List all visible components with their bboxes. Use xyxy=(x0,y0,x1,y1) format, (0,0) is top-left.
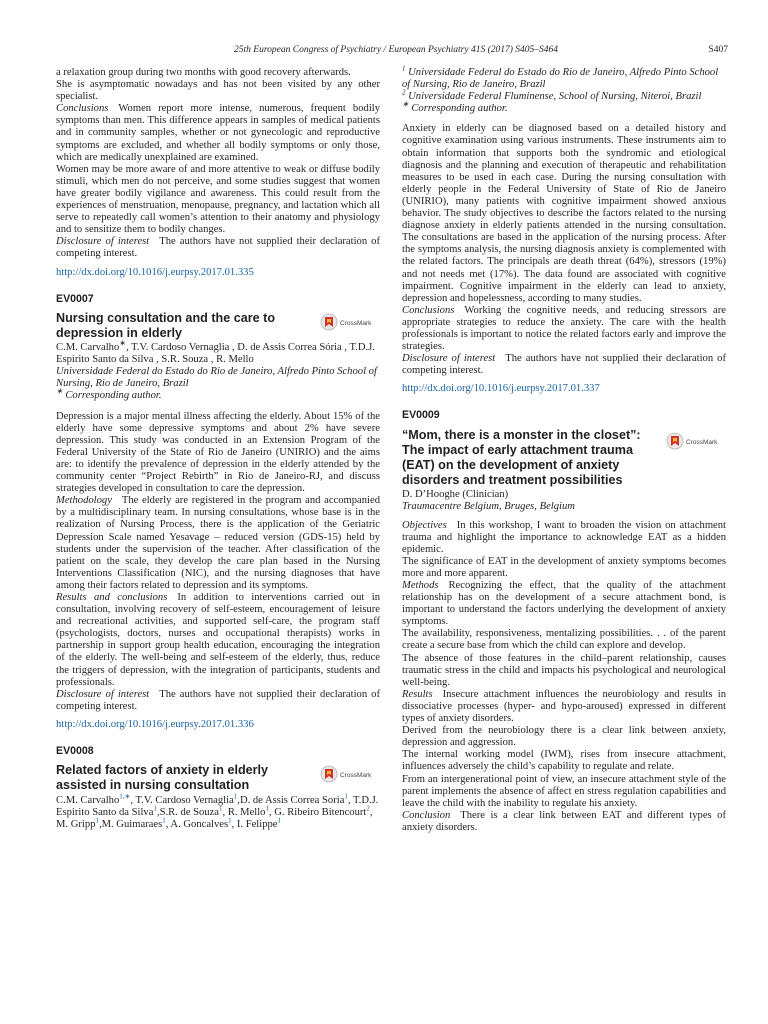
author-name: C.M. Carvalho xyxy=(56,794,120,806)
section-label: Conclusions xyxy=(402,304,455,316)
affiliation xyxy=(402,88,726,103)
author-affiliation-mark: 1 xyxy=(219,804,223,813)
paragraph xyxy=(402,353,726,377)
page-number: S407 xyxy=(708,45,728,55)
crossmark-label: CrossMark xyxy=(686,438,718,446)
author-affiliation-mark: 1,∗ xyxy=(119,791,131,800)
asterisk: ∗ xyxy=(402,99,409,109)
paragraph xyxy=(402,810,726,834)
section-label: Disclosure of interest xyxy=(56,236,150,248)
affiliation: Universidade Federal do Estado do Rio de Janeiro, Alfredo Pinto School of Nursing, Rio de Janeiro, Brazil xyxy=(56,366,377,390)
section-label: Results xyxy=(402,688,433,700)
author-separator: , xyxy=(237,794,240,806)
paragraph xyxy=(402,580,726,628)
abstract-code: EV0007 xyxy=(56,292,94,305)
author-name: D. de Assis Correa Soria xyxy=(239,794,345,806)
paragraph: The availability, responsiveness, mentalizing possibilities. . . of the parent create a secure base from which the child can explore and develop. xyxy=(402,628,726,652)
author-separator: , xyxy=(369,806,373,818)
author-name: S.R. de Souza xyxy=(159,806,220,818)
abstract-code: EV0008 xyxy=(56,745,94,757)
author-name: I. Felippe xyxy=(236,818,278,830)
author-affiliation-mark: 1 xyxy=(277,816,281,825)
section-label: Methods xyxy=(402,580,439,591)
crossmark-label: CrossMark xyxy=(340,772,372,780)
author-list xyxy=(56,791,380,831)
paragraph xyxy=(56,689,380,713)
affiliation-number: 1 xyxy=(402,64,406,73)
left-column xyxy=(56,67,380,831)
author-name: M. Gripp xyxy=(56,818,96,830)
abstract-title-block xyxy=(56,763,380,793)
corresponding-mark: ∗ xyxy=(119,338,126,348)
crossmark-icon[interactable] xyxy=(666,432,726,450)
section-text: The authors have not supplied their declaration of competing interest. xyxy=(56,236,380,260)
affiliation-text: Universidade Federal Fluminense, School of Nursing, Niteroi, Brazil xyxy=(408,91,702,103)
section-text: The authors have not supplied their declaration of competing interest. xyxy=(56,688,380,712)
section-label: Conclusions xyxy=(56,103,109,115)
paragraph: Anxiety in elderly can be diagnosed based on a detailed history and cognitive examination using various instruments. These instruments aim to obtain information that supports both the syndromic and etiological diagnosis and the planning and execution of therapeutic and rehabilitation measures to be used in each case. During the nursing consultation with elderly people in the Federal University of State of Rio de Janeiro (UNIRIO), many patients with cognitive impairment showed anxious behavior. The study objectives to describe the factors related to the nursing diagnose anxiety in elderly patients attended in the nursing consultation. The consultations are based in the application of the nursing process. After the symptoms analysis, the nursing diagnosis anxiety is complemented with the related factors. The principals are death threat (64%), stressors (19%) and not needs met (17%). The data found are associated with cognitive impairment. Cognitive impairment in the elderly can lead to anxiety, depression and hopelessness, according to many studies. xyxy=(402,123,726,304)
section-label: Conclusion xyxy=(402,809,451,821)
author-name: C.M. Carvalho xyxy=(56,342,120,354)
paragraph: Depression is a major mental illness affecting the elderly. About 15% of the elderly have some depressive symptoms and about 2% have severe depression. This study was conducted in an Extension Program of the Federal University of the State of Rio de Janeiro (UNIRIO) and the aims are: to identify the prevalence of depression in the elderly attended by the community center “Project Rebirth” in Rio de Janeiro-RJ, and discuss strategies developed in consultation to care the depression. xyxy=(56,410,380,495)
author-separator: , xyxy=(268,806,275,818)
running-header xyxy=(56,44,728,58)
doi-link[interactable]: http://dx.doi.org/10.1016/j.eurpsy.2017.01.337 xyxy=(402,383,600,395)
section-label: Methodology xyxy=(56,495,112,507)
abstract-code: EV0009 xyxy=(402,409,440,422)
paragraph xyxy=(56,495,380,592)
crossmark-icon[interactable] xyxy=(320,313,380,331)
abstract-title-block xyxy=(56,311,380,341)
author-separator: , xyxy=(156,806,160,818)
author-affiliation-mark: 1 xyxy=(265,804,269,813)
abstract-title-block xyxy=(402,428,726,489)
paragraph xyxy=(56,592,380,689)
journal-header: 25th European Congress of Psychiatry / European Psychiatry 41S (2017) S405–S464 xyxy=(234,45,559,55)
section-label: Objectives xyxy=(402,519,447,531)
author-name: M. Guimaraes xyxy=(101,818,163,830)
paragraph xyxy=(402,689,726,725)
affiliation: Traumacentre Belgium, Bruges, Belgium xyxy=(402,501,575,513)
paragraph: The internal working model (IWM), rises from insecure attachment, influences adversely the child’s capability to regulate and relate. xyxy=(402,749,726,773)
section-label: Results and conclusions xyxy=(56,591,168,603)
author-names: , T.V. Cardoso Vernaglia , D. de Assis Correa Sória , T.D.J. Espirito Santo da Silva , S.R. Souza , R. Mello xyxy=(56,342,375,366)
author-separator: , xyxy=(98,818,102,830)
abstract-title: Nursing consultation and the care to depression in elderly xyxy=(56,310,276,340)
crossmark-icon[interactable] xyxy=(320,765,380,783)
section-text: Working the cognitive needs, and reducing stressors are appropriate strategies to reduce the anxiety. The care with the health professionals is important to notice the related factors early and improve the strategies. xyxy=(402,304,726,353)
author-name: T.V. Cardoso Vernaglia xyxy=(135,794,234,806)
author-name: T.D.J. Espirito Santo da Silva xyxy=(56,794,379,818)
author-affiliation-mark: 1 xyxy=(162,816,166,825)
author-separator: , xyxy=(130,794,136,806)
doi-link[interactable]: http://dx.doi.org/10.1016/j.eurpsy.2017.01.335 xyxy=(56,266,254,278)
paragraph: The significance of EAT in the development of anxiety symptoms becomes more and more apparent. xyxy=(402,555,726,579)
paragraph: Derived from the neurobiology there is a clear link between anxiety, depression and aggression. xyxy=(402,725,726,749)
section-text: Insecure attachment influences the neurobiology and results in dissociative processes (hyper- and hypo-aroused) expressed in different types of anxiety disorders. xyxy=(402,688,726,725)
abstract-title: “Mom, there is a monster in the closet”: The impact of early attachment trauma (EAT) on the development of anxiety disorders and treatment possibilities xyxy=(402,427,641,488)
affiliation-number: 2 xyxy=(402,88,406,97)
affiliation-text: Universidade Federal do Estado do Rio de Janeiro, Alfredo Pinto School of Nursing, Rio de Janeiro, Brazil xyxy=(402,67,719,91)
author-separator: , xyxy=(347,794,353,806)
paragraph xyxy=(402,520,726,556)
author-separator: , xyxy=(222,806,228,818)
corresponding-note xyxy=(56,386,380,402)
crossmark-label: CrossMark xyxy=(340,319,372,327)
corresponding-text: Corresponding author. xyxy=(65,390,162,402)
paragraph: The absence of those features in the child–parent relationship, causes traumatic stress in the child and impacts his psychological and neurological well-being. xyxy=(402,652,726,688)
corresponding-text: Corresponding author. xyxy=(411,103,508,115)
paragraph xyxy=(402,305,726,353)
author-name: G. Ribeiro Bitencourt xyxy=(274,806,367,818)
author-affiliation-mark: 1 xyxy=(228,816,232,825)
paragraph: a relaxation group during two months with good recovery afterwards. xyxy=(56,67,351,78)
section-text: In this workshop, I want to broaden the vision on attachment trauma and highlight the importance to acknowledge EAT as a hidden epidemic. xyxy=(402,519,726,555)
paragraph xyxy=(56,103,380,163)
right-column xyxy=(402,64,726,834)
paragraph: From an intergenerational point of view, an insecure attachment style of the parent implements the absence of affect en stress regulation capabilities and leave the child with the inability to regulate his anxiety. xyxy=(402,773,726,809)
section-text: In addition to interventions carried out in consultation, involving recovery of self-esteem, encouragement of leisure and recreational activities, and supported self-care, the program staff (psychologists, doctors, nurses and occupational therapists) works in partnership in support group health education, encouraging the integration of the elderly. The well-being and self-esteem of the elderly, thus, reduce the triggers of depression, with the integration of participants, students and professionals. xyxy=(56,591,381,688)
doi-link[interactable]: http://dx.doi.org/10.1016/j.eurpsy.2017.01.336 xyxy=(56,718,254,730)
author-affiliation-mark: 1 xyxy=(344,791,348,800)
author-list xyxy=(56,338,380,366)
author-affiliation-mark: 1 xyxy=(233,791,238,800)
author-separator: , xyxy=(231,818,237,830)
section-text: Recognizing the effect, that the quality of the attachment relationship has on the development of a secure attachment bond, is important to understand the factors underlying the development of anxiety symptoms. xyxy=(402,580,726,628)
corresponding-note xyxy=(402,99,726,115)
paragraph xyxy=(56,236,380,260)
author-affiliation-mark: 1 xyxy=(95,816,99,825)
author-name: R. Mello xyxy=(227,806,266,818)
section-text: There is a clear link between EAT and different types of anxiety disorders. xyxy=(402,809,726,833)
section-label: Disclosure of interest xyxy=(402,353,496,365)
section-text: The elderly are registered in the program and accompanied by a multidisciplinary team. In nursing consultations, whose base is in the realization of Nursing Process, there is the application of the Geriatric Depression Scale named Yesavage – reduced version (GDS-15) held by students under the supervision of the teacher. After classification of the patient on the scale, they develop the care plan based in the Nursing Interventions Classification (NIC), and the nursing diagnoses that have among their factors related to depression and its symptoms. xyxy=(56,495,380,591)
author-list: D. D’Hooghe (Clinician) xyxy=(402,489,509,501)
section-label: Disclosure of interest xyxy=(56,688,150,700)
author-name: A. Goncalves xyxy=(170,818,229,830)
paragraph: She is asymptomatic nowadays and has not been visited by any other specialist. xyxy=(56,79,380,103)
author-separator: , xyxy=(165,818,171,830)
abstract-title: Related factors of anxiety in elderly assisted in nursing consultation xyxy=(56,763,269,793)
paragraph: Women may be more aware of and more attentive to weak or diffuse bodily stimuli, which men do not perceive, and some studies suggest that women have greater bodily vigilance and awareness. This could result from the experiences of menstruation, menopause, pregnancy, and lactation which all serve to repeatedly call women’s attention to their anatomy and physiology and to sensitize them to bodily changes. xyxy=(56,163,380,236)
author-affiliation-mark: 1 xyxy=(153,804,157,813)
asterisk: ∗ xyxy=(56,386,63,396)
author-affiliation-mark: 2 xyxy=(366,804,370,813)
section-text: The authors have not supplied their declaration of competing interest. xyxy=(402,353,726,377)
section-text: Women report more intense, numerous, frequent bodily symptoms than men. This difference appears in samples of medical patients and in community samples, whether or not gynecologic and reproductive symptoms are excluded, and whether all bodily symptoms or only those, which are medically unexplained are examined. xyxy=(56,103,380,163)
affiliation xyxy=(402,64,726,91)
